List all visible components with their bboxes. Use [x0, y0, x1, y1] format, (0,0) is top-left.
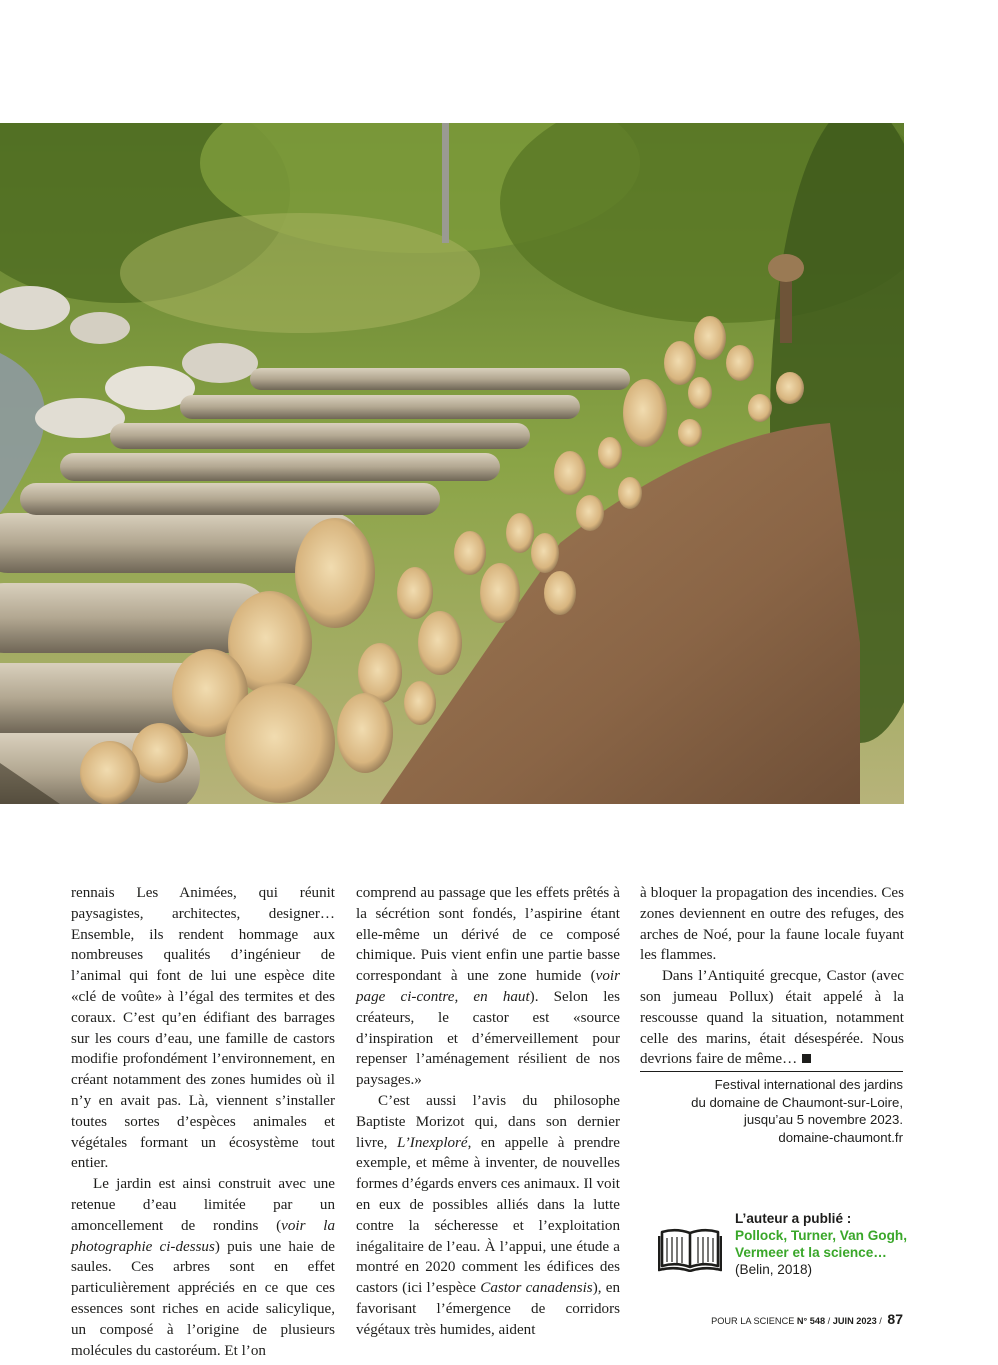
festival-info-line: Festival international des jardins	[714, 1077, 903, 1092]
page-number: 87	[887, 1311, 903, 1327]
garden-photograph	[0, 123, 904, 804]
text-column-1	[71, 883, 335, 1361]
garden-photograph-illustration	[0, 123, 904, 804]
festival-info	[640, 1071, 903, 1146]
paragraph: rennais Les Animées, qui réunit paysagistes, architectes, designer… Ensemble, ils rendent hommage aux nombreuses qualités d’ingénieur de l’animal qui font de lui une espèce dite «clé de voûte» à l’égal des termites et des coraux. C’est qu’en édifiant des barrages sur les cours d’eau, une famille de castors modifie profondément l’environnement, en créant notamment des zones humides où il n’y en avait pas. Là, viennent s’installer toutes sortes d’espèces animales et végétales formant un écosystème tout entier.	[71, 885, 335, 1172]
paragraph: comprend au passage que les effets prêtés à la sécrétion sont fondés, l’aspirine étant elle-même un dérivé de ce composé chimique. Puis vient enfin une partie basse correspondant à une zone humide (voir page ci-contre, en haut). Selon les créateurs, le castor est «source d’inspiration et d’émerveillement pour repenser l’aménagement résilient de nos paysages.»	[356, 885, 620, 1089]
text-column-2	[356, 883, 620, 1341]
end-of-article-mark	[802, 1054, 811, 1063]
author-publication	[735, 1210, 910, 1278]
book-icon	[658, 1226, 722, 1272]
book-title: L’Inexploré	[396, 1134, 468, 1151]
paragraph: C’est aussi l’avis du philosophe Baptiste Morizot qui, dans son dernier livre, L’Inexploré, en appelle à prendre exemple, et même à inventer, de nouvelles formes d’égards envers ces animaux. Il voit en eux de possibles alliés dans la lutte contre la sécheresse et l’exploitation inégalitaire de l’eau. À l’appui, une étude a montré en 2020 comment les édifices des castors (ici l’espèce Castor canadensis), en favorisant l’émergence de corridors végétaux très humides, aident	[356, 1092, 620, 1338]
paragraph: Le jardin est ainsi construit avec une retenue d’eau limitée par un amoncellement de rondins (voir la photographie ci-dessus) puis une haie de saules. Ces arbres sont en effet particulièrement appréciés en ce que ces essences sont riches en acide salicylique, un composé à l’origine de plusieurs molécules du castoréum. Et l’on	[71, 1176, 336, 1359]
species-name: Castor canadensis	[480, 1280, 593, 1297]
paragraph: à bloquer la propagation des incendies. Ces zones deviennent en outre des refuges, des arches de Noé, pour la faune locale fuyant les flammes.	[640, 885, 904, 964]
book-publisher: (Belin, 2018)	[735, 1262, 813, 1277]
book-title-line: Vermeer et la science…	[735, 1245, 887, 1260]
festival-website: domaine-chaumont.fr	[778, 1129, 903, 1145]
magazine-name: POUR LA SCIENCE	[711, 1316, 795, 1326]
issue-number: N° 548	[796, 1316, 826, 1326]
book-title-line: Pollock, Turner, Van Gogh,	[735, 1228, 907, 1243]
issue-date: JUIN 2023	[832, 1316, 877, 1326]
photo-reference: voir la photographie ci-dessus	[71, 1217, 336, 1255]
page-footer: POUR LA SCIENCE N° 548 / JUIN 2023 / 87	[711, 1311, 903, 1327]
festival-info-line: du domaine de Chaumont-sur-Loire,	[691, 1094, 903, 1110]
paragraph: Dans l’Antiquité grecque, Castor (avec son jumeau Pollux) était appelé à la rescousse quand la situation, notamment celle des marins, était désespérée. Nous devrions faire de même…	[640, 968, 904, 1068]
text-column-3	[640, 883, 904, 1070]
author-label: L’auteur a publié :	[735, 1211, 852, 1226]
festival-info-line: jusqu’au 5 novembre 2023.	[743, 1112, 903, 1127]
page-reference: voir page ci-contre, en haut	[356, 968, 620, 1005]
